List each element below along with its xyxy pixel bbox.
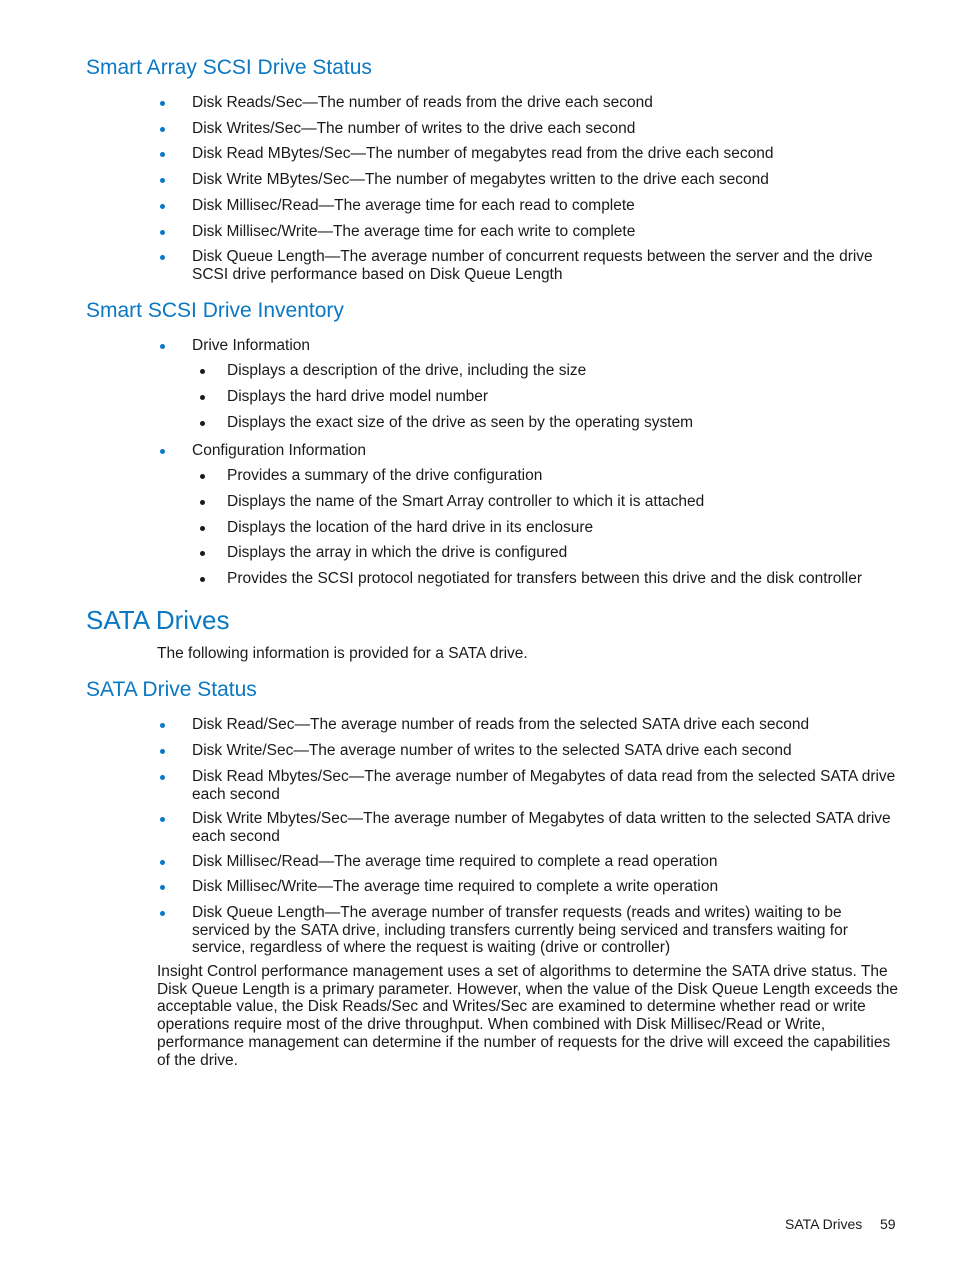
- sata-drives-intro: The following information is provided for a SATA drive.: [157, 645, 528, 662]
- footer-page-number: 59: [880, 1216, 896, 1232]
- sub-list-item: Displays the name of the Smart Array controller to which it is attached: [227, 493, 897, 511]
- list-item: Disk Write/Sec—The average number of writes to the selected SATA drive each second: [192, 742, 898, 760]
- list-item: Disk Read/Sec—The average number of reads from the selected SATA drive each second: [192, 716, 898, 734]
- sata-status-paragraph: Insight Control performance management uses a set of algorithms to determine the SATA drive status. The Disk Queue Length is a primary parameter. However, when the value of the Disk Queue Length exceeds the acceptable value, the Disk Reads/Sec and Writes/Sec are examined to determine whether read or write operations require most of the drive throughput. When combined with Disk Millisec/Read or Write, performance management can determine if the number of requests for the drive will exceed the capabilities of the drive.: [157, 963, 898, 1069]
- sub-list-item: Displays the exact size of the drive as seen by the operating system: [227, 414, 897, 432]
- list-item: Disk Millisec/Write—The average time required to complete a write operation: [192, 878, 898, 896]
- list-item: Disk Millisec/Read—The average time for each read to complete: [192, 197, 898, 215]
- list-item: Disk Read Mbytes/Sec—The average number of Megabytes of data read from the selected SATA drive each second: [192, 768, 898, 803]
- footer-section-name: SATA Drives: [785, 1216, 863, 1232]
- list-item: Disk Read MBytes/Sec—The number of megabytes read from the drive each second: [192, 145, 898, 163]
- list-item: Disk Queue Length—The average number of transfer requests (reads and writes) waiting to be serviced by the SATA drive, including transfers currently being serviced and transfers waiting for service, regardless of where the request is waiting (drive or controller): [192, 904, 898, 957]
- heading-smart-scsi-drive-inventory: Smart SCSI Drive Inventory: [86, 299, 344, 322]
- list-item: Disk Millisec/Write—The average time for each write to complete: [192, 223, 898, 241]
- list-item: Disk Reads/Sec—The number of reads from the drive each second: [192, 94, 898, 112]
- sub-list-item: Displays the array in which the drive is configured: [227, 544, 897, 562]
- list-item-drive-information: Drive Information: [192, 337, 898, 355]
- sub-list-item: Provides a summary of the drive configuration: [227, 467, 897, 485]
- sub-list-item: Provides the SCSI protocol negotiated for transfers between this drive and the disk controller: [227, 570, 897, 588]
- heading-smart-array-scsi-drive-status: Smart Array SCSI Drive Status: [86, 56, 372, 79]
- list-item: Disk Millisec/Read—The average time required to complete a read operation: [192, 853, 898, 871]
- heading-sata-drive-status: SATA Drive Status: [86, 678, 257, 701]
- list-item: Disk Writes/Sec—The number of writes to the drive each second: [192, 120, 898, 138]
- list-item: Disk Queue Length—The average number of concurrent requests between the server and the drive SCSI drive performance based on Disk Queue Length: [192, 248, 898, 283]
- list-item: Disk Write MBytes/Sec—The number of megabytes written to the drive each second: [192, 171, 898, 189]
- heading-sata-drives: SATA Drives: [86, 605, 230, 635]
- sub-list-item: Displays the location of the hard drive in its enclosure: [227, 519, 897, 537]
- list-item-configuration-information: Configuration Information: [192, 442, 898, 460]
- sub-list-item: Displays a description of the drive, including the size: [227, 362, 897, 380]
- list-item: Disk Write Mbytes/Sec—The average number of Megabytes of data written to the selected SATA drive each second: [192, 810, 898, 845]
- sub-list-item: Displays the hard drive model number: [227, 388, 897, 406]
